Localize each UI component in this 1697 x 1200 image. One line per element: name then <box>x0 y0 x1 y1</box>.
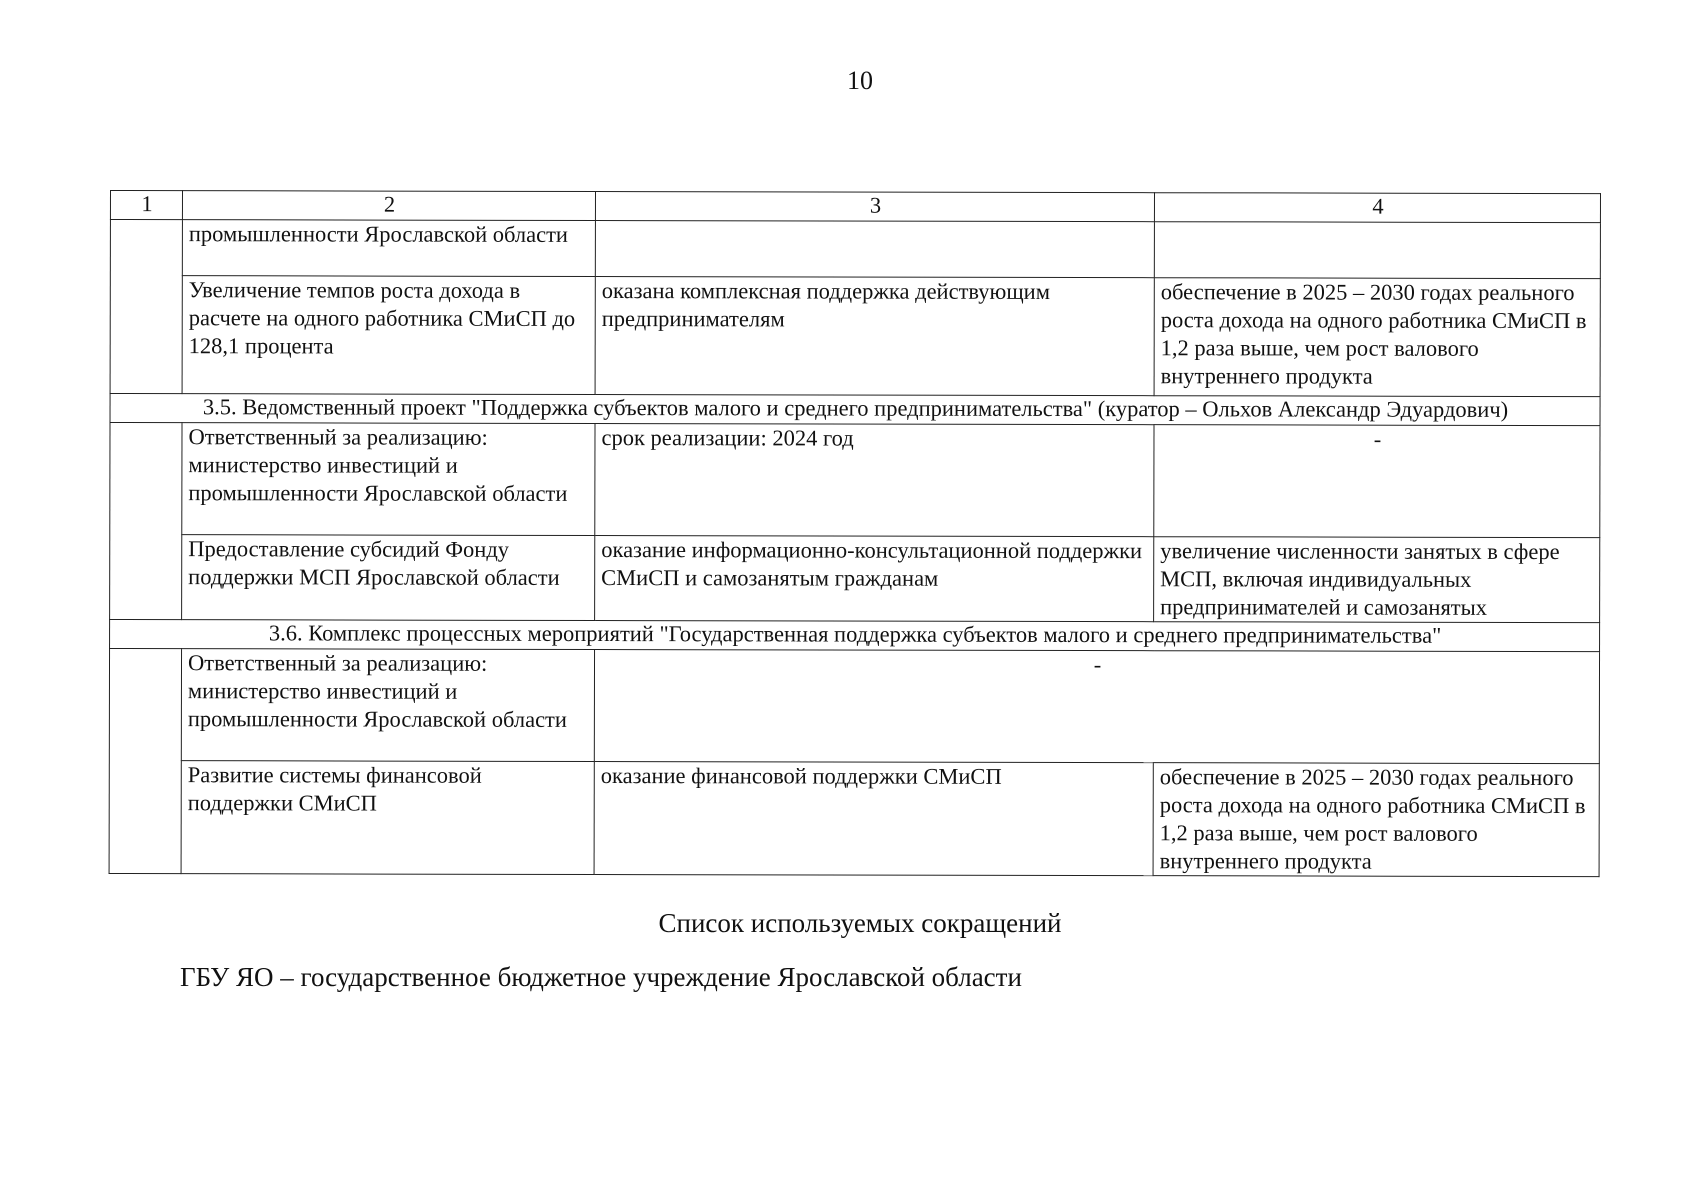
row-number-cell <box>110 220 182 394</box>
row-number-cell <box>110 423 182 620</box>
table-row <box>110 220 1600 279</box>
section-row <box>110 394 1600 426</box>
effect-cell: обеспечение в 2025 – 2030 годах реального роста дохода на одного работника СМиСП в 1,2 раза выше, чем рост валового внутреннего продукта <box>1153 763 1599 877</box>
effect-cell: увеличение численности занятых в сфере МСП, включая индивидуальных предпринимателей и самозанятых <box>1154 537 1600 623</box>
column-header-1: 1 <box>110 191 182 220</box>
result-cell: оказана комплексная поддержка действующим предпринимателям <box>595 277 1154 396</box>
result-cell <box>595 221 1154 278</box>
table-header-row <box>110 191 1600 223</box>
column-header-3: 3 <box>595 192 1154 222</box>
effect-cell: - <box>1154 425 1600 538</box>
task-cell: промышленности Ярославской области <box>182 220 595 277</box>
column-header-4: 4 <box>1154 193 1600 223</box>
merged-result-cell: - <box>594 650 1599 764</box>
task-cell: Ответственный за реализацию: министерство инвестиций и промышленности Ярославской области <box>182 423 595 536</box>
page-number: 10 <box>847 66 873 95</box>
result-cell: оказание финансовой поддержки СМиСП <box>594 762 1153 876</box>
task-cell: Развитие системы финансовой поддержки СМиСП <box>181 761 594 875</box>
table-row <box>109 649 1599 764</box>
effect-cell <box>1154 222 1600 279</box>
result-cell: оказание информационно-консультационной поддержки СМиСП и самозанятым гражданам <box>595 536 1154 622</box>
row-number-cell <box>109 649 181 874</box>
abbreviation-item: ГБУ ЯО – государственное бюджетное учреждение Ярославской области <box>180 962 1022 992</box>
section-title-3-6: 3.6. Комплекс процессных мероприятий "Государственная поддержка субъектов малого и среднего предпринимательства" <box>110 620 1600 652</box>
table-row <box>110 276 1600 397</box>
effect-cell: обеспечение в 2025 – 2030 годах реального роста дохода на одного работника СМиСП в 1,2 раза выше, чем рост валового внутреннего продукта <box>1154 278 1600 397</box>
column-header-2: 2 <box>182 191 595 221</box>
table-row <box>109 760 1599 876</box>
section-row <box>110 620 1600 652</box>
table-row <box>110 423 1600 538</box>
task-cell: Увеличение темпов роста дохода в расчете на одного работника СМиСП до 128,1 процента <box>182 276 595 395</box>
measures-table <box>109 190 1601 877</box>
task-cell: Ответственный за реализацию: министерство инвестиций и промышленности Ярославской области <box>181 649 594 762</box>
section-title-3-5: 3.5. Ведомственный проект "Поддержка субъектов малого и среднего предпринимательства" (куратор – Ольхов Александр Эдуардович) <box>110 394 1600 426</box>
result-cell: срок реализации: 2024 год <box>595 424 1154 537</box>
abbreviations-heading: Список используемых сокращений <box>658 908 1062 938</box>
task-cell: Предоставление субсидий Фонду поддержки МСП Ярославской области <box>182 535 595 621</box>
table-row <box>110 535 1600 623</box>
